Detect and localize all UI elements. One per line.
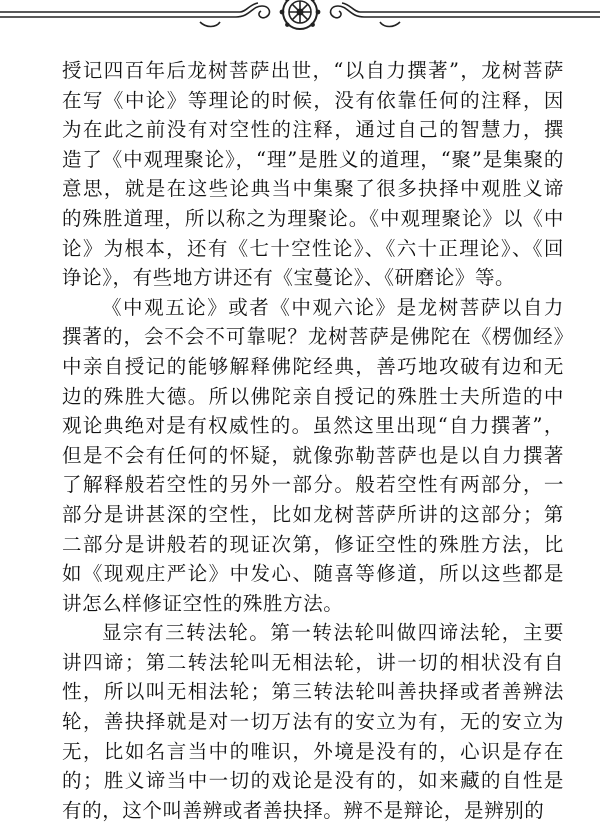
- paragraph-2: 《中观五论》或者《中观六论》是龙树菩萨以自力撰著的，会不会不可靠呢？龙树菩萨是佛陀在《楞伽经》中亲自授记的能够解释佛陀经典，善巧地攻破有边和无边的殊胜大德。所以佛陀亲自授记的殊胜士夫所造的中观论典绝对是有权威性的。虽然这里出现“自力撰著”，但是不会有任何的怀疑，就像弥勒菩萨也是以自力撰著了解释般若空性的另外一部分。般若空性有两部分，一部分是讲甚深的空性，比如龙树菩萨所讲的这部分；第二部分是讲般若的现证次第，修证空性的殊胜方法，比如《现观庄严论》中发心、随喜等修道，所以这些都是讲怎么样修证空性的殊胜方法。: [62, 295, 564, 615]
- page-body: [62, 56, 564, 825]
- header-ornament: [0, 0, 600, 40]
- paragraph-3: 显宗有三转法轮。第一转法轮叫做四谛法轮，主要讲四谛；第二转法轮叫无相法轮，讲一切的相状没有自性，所以叫无相法轮；第三转法轮叫善抉择或者善辨法轮，善抉择就是对一切万法有的安立为有，无的安立为无，比如名言当中的唯识，外境是没有的，心识是存在的；胜义谛当中一切的戏论是没有的，如来藏的自性是有的，这个叫善辨或者善抉择。辨不是辩论，是辨别的: [62, 621, 564, 822]
- paragraph-1: 授记四百年后龙树菩萨出世，“以自力撰著”，龙树菩萨在写《中论》等理论的时候，没有依靠任何的注释，因为在此之前没有对空性的注释，通过自己的智慧力，撰造了《中观理聚论》，“理”是胜义的道理，“聚”是集聚的意思，就是在这些论典当中集聚了很多抉择中观胜义谛的殊胜道理，所以称之为理聚论。《中观理聚论》以《中论》为根本，还有《七十空性论》、《六十正理论》、《回诤论》，有些地方讲还有《宝蔓论》、《研磨论》等。: [62, 59, 564, 290]
- dharma-wheel-icon: [280, 0, 321, 29]
